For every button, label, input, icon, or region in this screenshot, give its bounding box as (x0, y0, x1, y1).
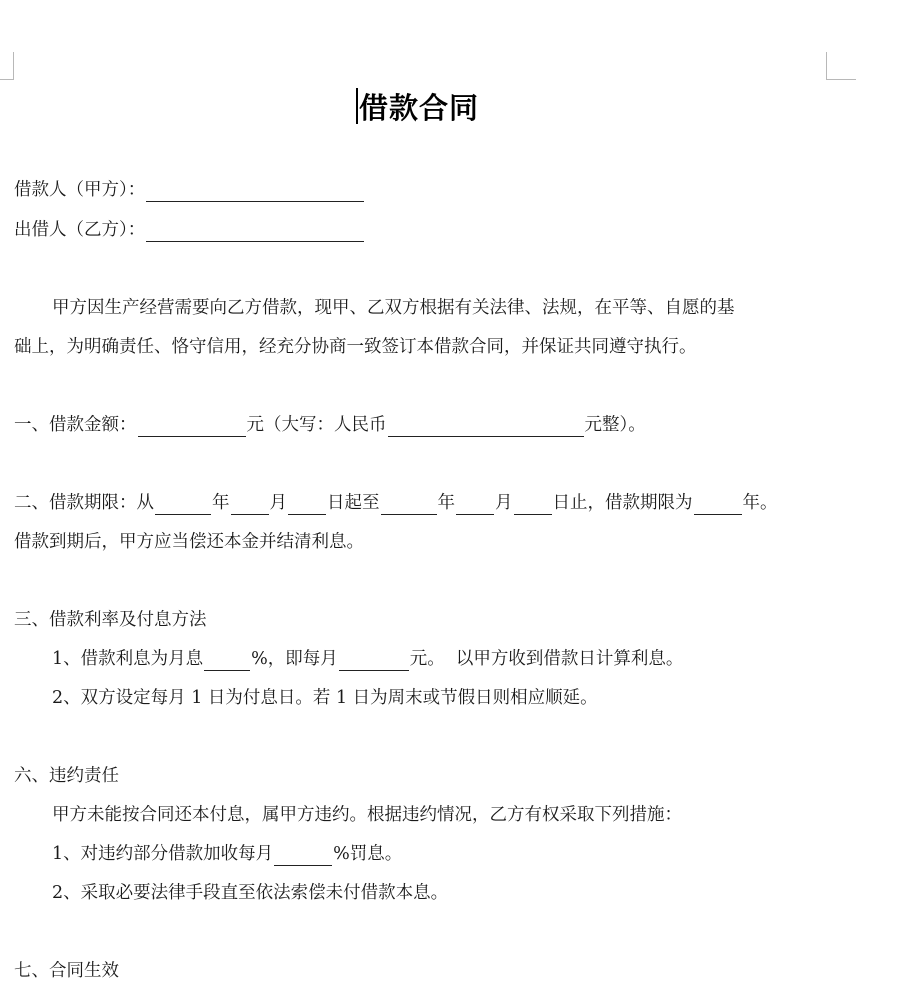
section2-term-suffix: 年。 (742, 493, 778, 513)
start-month-blank[interactable] (231, 495, 269, 515)
term-years-blank[interactable] (694, 495, 742, 515)
borrower-line (14, 178, 365, 202)
intro-text-2: 础上，为明确责任、恪守信用，经充分协商一致签订本借款合同，并保证共同遵守执行。 (14, 337, 697, 357)
section3-item2-text: 2、双方设定每月 1 日为付息日。若 1 日为周末或节假日则相应顺延。 (52, 688, 598, 708)
section3-heading-text: 三、借款利率及付息方法 (14, 610, 207, 630)
section3-item2 (52, 686, 598, 710)
section3-item1-suffix: 元。 以甲方收到借款日计算利息。 (409, 649, 684, 669)
crop-mark-top-right-vertical (826, 52, 827, 80)
crop-mark-top-right-horizontal (826, 79, 856, 80)
lender-line (14, 218, 365, 242)
document-title[interactable]: 借款合同 (359, 90, 480, 125)
title-line[interactable] (356, 86, 479, 126)
section6-heading-text: 六、违约责任 (14, 766, 119, 786)
section2-term-line (14, 491, 778, 515)
section2-to-label: 日起至 (327, 493, 380, 513)
section2-month-label: 月 (269, 493, 287, 513)
lender-blank[interactable] (146, 222, 364, 242)
intro-line-1 (52, 296, 735, 320)
end-year-blank[interactable] (381, 495, 437, 515)
section7-heading-text: 七、合同生效 (14, 961, 119, 981)
text-cursor (356, 88, 358, 124)
section6-body-text: 甲方未能按合同还本付息，属甲方违约。根据违约情况，乙方有权采取下列措施： (52, 805, 682, 825)
section3-item1-mid: %，即每月 (251, 649, 338, 669)
borrower-blank[interactable] (146, 182, 364, 202)
penalty-rate-blank[interactable] (274, 846, 332, 866)
section2-year-label: 年 (212, 493, 230, 513)
section2-line-2 (14, 530, 364, 554)
crop-mark-top-left-horizontal (0, 79, 13, 80)
section3-heading (14, 608, 207, 632)
end-month-blank[interactable] (456, 495, 494, 515)
section1-amount-line (14, 413, 646, 437)
section1-suffix: 元整）。 (584, 415, 646, 435)
section6-item2 (52, 881, 448, 905)
section3-item1-prefix: 1、借款利息为月息 (52, 649, 204, 669)
section6-item1-prefix: 1、对违约部分借款加收每月 (52, 844, 274, 864)
section2-repayment-text: 借款到期后，甲方应当偿还本金并结清利息。 (14, 532, 364, 552)
section7-heading (14, 959, 119, 983)
start-day-blank[interactable] (288, 495, 326, 515)
section2-from-label: 二、借款期限：从 (14, 493, 154, 513)
monthly-interest-blank[interactable] (339, 651, 409, 671)
crop-mark-top-left-vertical (13, 52, 14, 80)
section1-prefix: 一、借款金额： (14, 415, 137, 435)
section6-heading (14, 764, 119, 788)
section1-mid: 元（大写：人民币 (246, 415, 387, 435)
monthly-rate-blank[interactable] (204, 651, 250, 671)
section6-item2-text: 2、采取必要法律手段直至依法索偿未付借款本息。 (52, 883, 449, 903)
start-year-blank[interactable] (155, 495, 211, 515)
section2-end-month-label: 月 (495, 493, 513, 513)
intro-line-2 (14, 335, 697, 359)
section2-term-label: 日止，借款期限为 (552, 493, 693, 513)
intro-text-1: 甲方因生产经营需要向乙方借款，现甲、乙双方根据有关法律、法规，在平等、自愿的基 (52, 298, 735, 318)
borrower-label: 借款人（甲方）： (14, 180, 146, 200)
amount-uppercase-blank[interactable] (388, 417, 584, 437)
section2-end-year-label: 年 (437, 493, 455, 513)
section6-text (52, 803, 682, 827)
section3-item1 (52, 647, 683, 671)
lender-label: 出借人（乙方）： (14, 220, 146, 240)
amount-blank[interactable] (138, 417, 246, 437)
end-day-blank[interactable] (514, 495, 552, 515)
section6-item1 (52, 842, 402, 866)
section6-item1-suffix: %罚息。 (333, 844, 403, 864)
